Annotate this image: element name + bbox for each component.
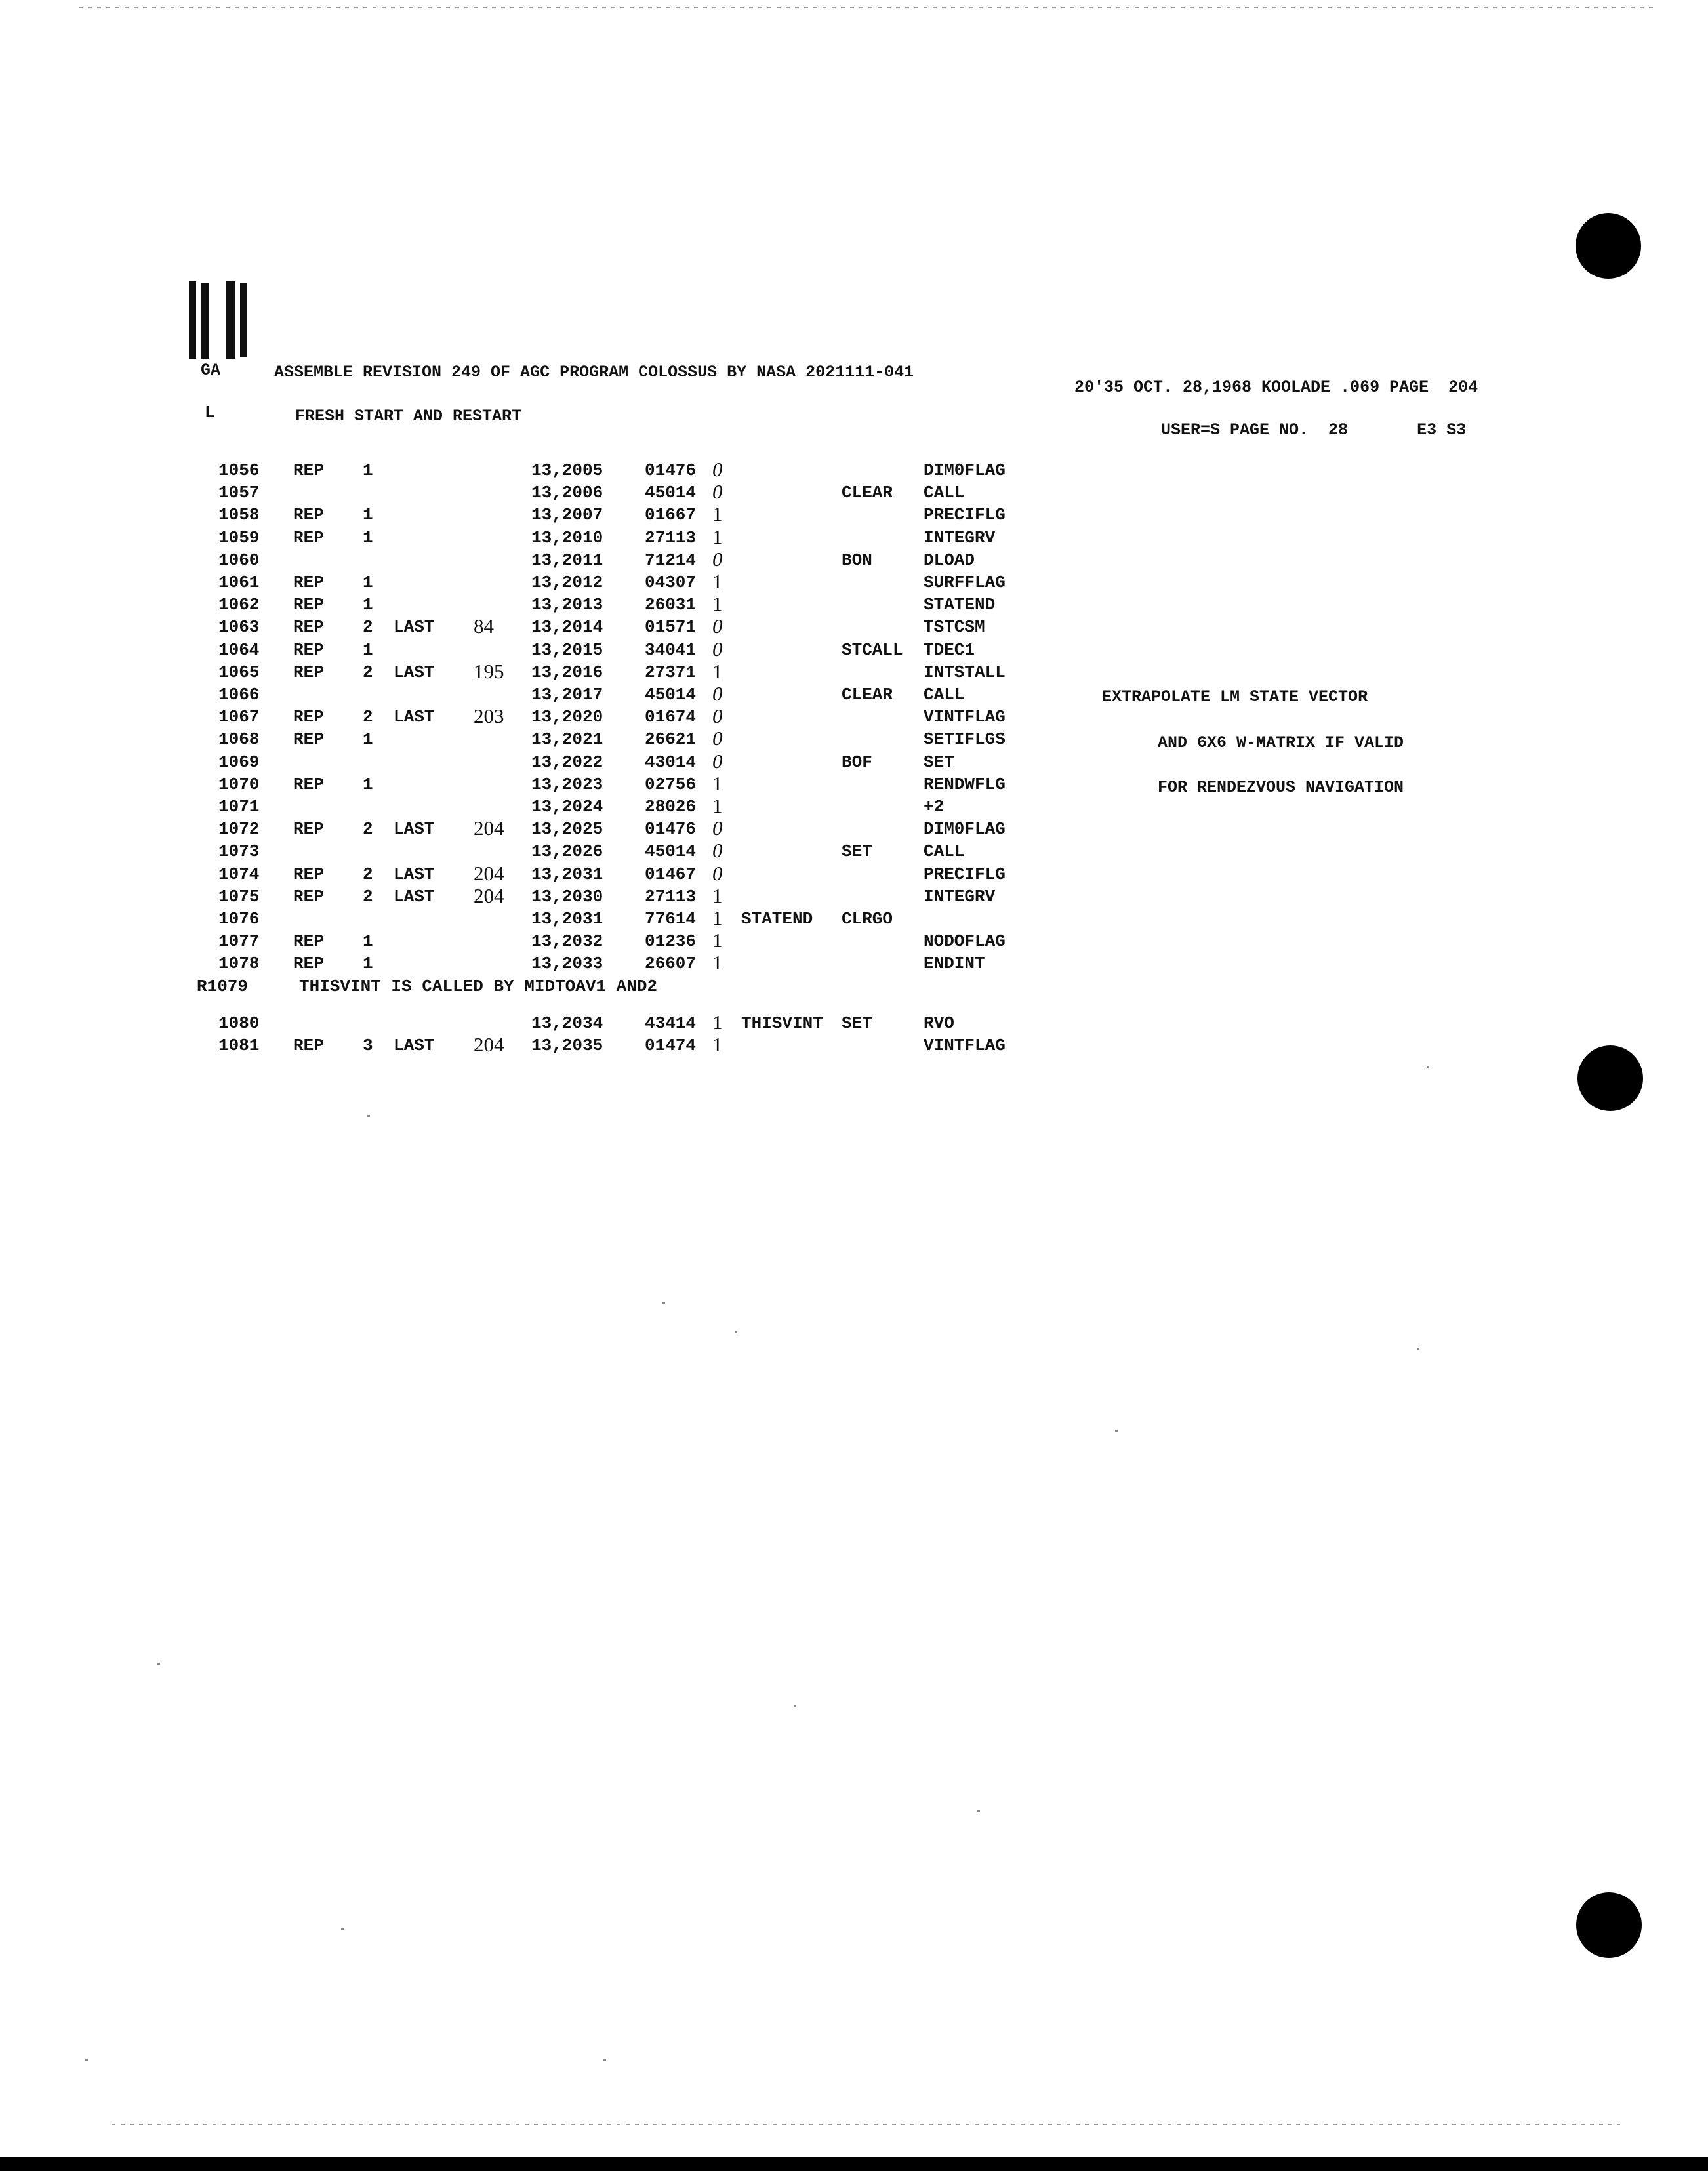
rep-marker: REP — [293, 729, 324, 749]
rep-count: 1 — [363, 931, 373, 951]
line-number: 1061 — [218, 573, 260, 592]
comment-line-2: AND 6X6 W-MATRIX IF VALID — [1158, 733, 1404, 752]
octal-word: 45014 — [645, 842, 697, 861]
rep-count: 2 — [363, 617, 373, 637]
listing-row — [0, 951, 1708, 976]
remark-line-number: R1079 — [197, 977, 249, 996]
rep-marker: REP — [293, 819, 324, 839]
rep-count: 1 — [363, 460, 373, 480]
address: 13,2026 — [531, 842, 603, 861]
rep-count: 2 — [363, 707, 373, 727]
last-marker: LAST — [394, 707, 435, 727]
address: 13,2030 — [531, 887, 603, 906]
header-margin-mark: GA — [201, 361, 221, 380]
parity: 0 — [712, 458, 723, 481]
opcode: BOF — [842, 752, 872, 772]
listing-row — [0, 550, 1708, 573]
line-number: 1067 — [218, 707, 260, 727]
rep-marker: REP — [293, 640, 324, 660]
rep-count: 1 — [363, 729, 373, 749]
line-number: 1075 — [218, 887, 260, 906]
address: 13,2034 — [531, 1013, 603, 1033]
operand: VINTFLAG — [924, 707, 1006, 727]
opcode: SET — [842, 1013, 872, 1033]
rep-marker: REP — [293, 775, 324, 794]
header-assembly-title: ASSEMBLE REVISION 249 OF AGC PROGRAM COLOSSUS BY NASA 2021111-041 — [274, 363, 914, 382]
octal-word: 27113 — [645, 887, 697, 906]
parity: 1 — [712, 772, 723, 795]
address: 13,2011 — [531, 550, 603, 570]
parity: 0 — [712, 862, 723, 885]
last-page: 195 — [474, 660, 504, 683]
octal-word: 02756 — [645, 775, 697, 794]
parity: 0 — [712, 615, 723, 638]
operand: SET — [924, 752, 954, 772]
octal-word: 01476 — [645, 460, 697, 480]
line-number: 1073 — [218, 842, 260, 861]
rep-count: 3 — [363, 1036, 373, 1055]
operand: INTSTALL — [924, 662, 1006, 682]
parity: 1 — [712, 884, 723, 907]
rep-count: 2 — [363, 819, 373, 839]
rep-count: 1 — [363, 640, 373, 660]
section-letter: L — [205, 403, 215, 422]
octal-word: 45014 — [645, 483, 697, 502]
address: 13,2021 — [531, 729, 603, 749]
parity: 1 — [712, 1033, 723, 1056]
octal-word: 28026 — [645, 797, 697, 817]
operand: +2 — [924, 797, 945, 817]
label: STATEND — [741, 909, 813, 929]
listing-row — [0, 772, 1708, 797]
rep-count: 1 — [363, 595, 373, 615]
octal-word: 01571 — [645, 617, 697, 637]
octal-word: 04307 — [645, 573, 697, 592]
parity: 0 — [712, 704, 723, 727]
header-timestamp: 20'35 OCT. 28,1968 KOOLADE .069 PAGE 204 — [1074, 378, 1478, 397]
parity: 0 — [712, 817, 723, 840]
rep-marker: REP — [293, 662, 324, 682]
parity: 1 — [712, 525, 723, 548]
address: 13,2025 — [531, 819, 603, 839]
address: 13,2032 — [531, 931, 603, 951]
operand: RVO — [924, 1013, 954, 1033]
listing-row — [0, 1033, 1708, 1058]
punch-hole-bottom — [1576, 1892, 1642, 1958]
listing-row — [0, 502, 1708, 527]
listing-row — [0, 819, 1708, 842]
listing-row — [0, 592, 1708, 617]
top-perforation — [79, 7, 1653, 8]
last-marker: LAST — [394, 1036, 435, 1055]
operand: CALL — [924, 685, 965, 704]
octal-word: 01474 — [645, 1036, 697, 1055]
opcode: SET — [842, 842, 872, 861]
users-page-number: USER=S PAGE NO. 28 E3 S3 — [1161, 420, 1467, 439]
octal-word: 27113 — [645, 528, 697, 548]
rep-count: 1 — [363, 505, 373, 525]
listing-row — [0, 794, 1708, 819]
rep-marker: REP — [293, 528, 324, 548]
address: 13,2035 — [531, 1036, 603, 1055]
last-marker: LAST — [394, 864, 435, 884]
octal-word: 27371 — [645, 662, 697, 682]
operand: TSTCSM — [924, 617, 985, 637]
line-number: 1074 — [218, 864, 260, 884]
listing-row — [0, 480, 1708, 505]
opcode: BON — [842, 550, 872, 570]
parity: 1 — [712, 951, 723, 974]
line-number: 1077 — [218, 931, 260, 951]
operand: NODOFLAG — [924, 931, 1006, 951]
listing-row — [0, 884, 1708, 909]
rep-count: 1 — [363, 528, 373, 548]
last-page: 204 — [474, 862, 504, 885]
operand: CALL — [924, 483, 965, 502]
address: 13,2020 — [531, 707, 603, 727]
last-marker: LAST — [394, 662, 435, 682]
label: THISVINT — [741, 1013, 823, 1033]
parity: 0 — [712, 750, 723, 773]
rep-marker: REP — [293, 505, 324, 525]
line-number: 1076 — [218, 909, 260, 929]
parity: 0 — [712, 480, 723, 503]
rep-count: 1 — [363, 573, 373, 592]
address: 13,2024 — [531, 797, 603, 817]
octal-word: 34041 — [645, 640, 697, 660]
rep-marker: REP — [293, 887, 324, 906]
line-number: 1059 — [218, 528, 260, 548]
parity: 1 — [712, 660, 723, 683]
octal-word: 43014 — [645, 752, 697, 772]
octal-word: 01674 — [645, 707, 697, 727]
operand: CALL — [924, 842, 965, 861]
octal-word: 01667 — [645, 505, 697, 525]
listing-row — [0, 460, 1708, 483]
rep-marker: REP — [293, 864, 324, 884]
last-page: 204 — [474, 1033, 504, 1056]
address: 13,2016 — [531, 662, 603, 682]
parity: 1 — [712, 570, 723, 593]
operand: SURFFLAG — [924, 573, 1006, 592]
parity: 1 — [712, 929, 723, 952]
section-title: FRESH START AND RESTART — [295, 407, 522, 426]
address: 13,2014 — [531, 617, 603, 637]
last-page: 204 — [474, 884, 504, 907]
line-number: 1069 — [218, 752, 260, 772]
octal-word: 45014 — [645, 685, 697, 704]
rep-count: 2 — [363, 887, 373, 906]
rep-marker: REP — [293, 707, 324, 727]
listing-row — [0, 729, 1708, 752]
last-marker: LAST — [394, 617, 435, 637]
operand: VINTFLAG — [924, 1036, 1006, 1055]
address: 13,2012 — [531, 573, 603, 592]
listing-row — [0, 906, 1708, 931]
last-marker: LAST — [394, 887, 435, 906]
opcode: CLEAR — [842, 685, 893, 704]
opcode: CLEAR — [842, 483, 893, 502]
last-page: 204 — [474, 817, 504, 840]
listing-row — [0, 617, 1708, 639]
remark-row — [0, 977, 1708, 999]
octal-word: 01476 — [645, 819, 697, 839]
last-page: 84 — [474, 615, 494, 638]
octal-word: 26607 — [645, 954, 697, 973]
last-page: 203 — [474, 704, 504, 727]
line-number: 1065 — [218, 662, 260, 682]
listing-row — [0, 525, 1708, 550]
parity: 1 — [712, 1011, 723, 1034]
punch-hole-top — [1576, 213, 1641, 279]
address: 13,2031 — [531, 909, 603, 929]
address: 13,2005 — [531, 460, 603, 480]
listing-row — [0, 839, 1708, 864]
rep-marker: REP — [293, 460, 324, 480]
address: 13,2017 — [531, 685, 603, 704]
octal-word: 77614 — [645, 909, 697, 929]
line-number: 1066 — [218, 685, 260, 704]
address: 13,2033 — [531, 954, 603, 973]
line-number: 1070 — [218, 775, 260, 794]
rep-count: 1 — [363, 954, 373, 973]
listing-row — [0, 752, 1708, 775]
listing-row — [0, 640, 1708, 662]
line-number: 1078 — [218, 954, 260, 973]
listing-row — [0, 704, 1708, 729]
address: 13,2022 — [531, 752, 603, 772]
operand: INTEGRV — [924, 528, 996, 548]
line-number: 1062 — [218, 595, 260, 615]
rep-marker: REP — [293, 595, 324, 615]
parity: 0 — [712, 839, 723, 862]
line-number: 1063 — [218, 617, 260, 637]
operand: TDEC1 — [924, 640, 975, 660]
parity: 1 — [712, 592, 723, 615]
operand: RENDWFLG — [924, 775, 1006, 794]
rep-marker: REP — [293, 1036, 324, 1055]
rep-count: 2 — [363, 662, 373, 682]
rep-marker: REP — [293, 954, 324, 973]
line-number: 1056 — [218, 460, 260, 480]
listing-row — [0, 931, 1708, 954]
address: 13,2006 — [531, 483, 603, 502]
octal-word: 01236 — [645, 931, 697, 951]
line-number: 1068 — [218, 729, 260, 749]
parity: 0 — [712, 682, 723, 705]
operand: PRECIFLG — [924, 505, 1006, 525]
operand: DLOAD — [924, 550, 975, 570]
listing-row — [0, 662, 1708, 685]
opcode: CLRGO — [842, 909, 893, 929]
listing-row — [0, 864, 1708, 887]
opcode: STCALL — [842, 640, 903, 660]
parity: 1 — [712, 502, 723, 525]
operand: DIM0FLAG — [924, 460, 1006, 480]
line-number: 1081 — [218, 1036, 260, 1055]
line-number: 1064 — [218, 640, 260, 660]
line-number: 1058 — [218, 505, 260, 525]
address: 13,2015 — [531, 640, 603, 660]
octal-word: 43414 — [645, 1013, 697, 1033]
operand: DIM0FLAG — [924, 819, 1006, 839]
bottom-perforation — [112, 2124, 1620, 2125]
parity: 0 — [712, 727, 723, 750]
parity: 0 — [712, 638, 723, 660]
line-number: 1057 — [218, 483, 260, 502]
octal-word: 71214 — [645, 550, 697, 570]
line-number: 1071 — [218, 797, 260, 817]
address: 13,2010 — [531, 528, 603, 548]
operand: STATEND — [924, 595, 996, 615]
rep-count: 2 — [363, 864, 373, 884]
octal-word: 26031 — [645, 595, 697, 615]
line-number: 1080 — [218, 1013, 260, 1033]
operand: SETIFLGS — [924, 729, 1006, 749]
octal-word: 01467 — [645, 864, 697, 884]
octal-word: 26621 — [645, 729, 697, 749]
address: 13,2007 — [531, 505, 603, 525]
listing-row — [0, 682, 1708, 707]
rep-marker: REP — [293, 617, 324, 637]
parity: 1 — [712, 906, 723, 929]
listing-row — [0, 570, 1708, 595]
line-number: 1072 — [218, 819, 260, 839]
rep-marker: REP — [293, 931, 324, 951]
last-marker: LAST — [394, 819, 435, 839]
rep-marker: REP — [293, 573, 324, 592]
operand: INTEGRV — [924, 887, 996, 906]
operand: PRECIFLG — [924, 864, 1006, 884]
parity: 0 — [712, 548, 723, 571]
remark-text: THISVINT IS CALLED BY MIDTOAV1 AND2 — [299, 977, 658, 996]
address: 13,2013 — [531, 595, 603, 615]
line-number: 1060 — [218, 550, 260, 570]
operand: ENDINT — [924, 954, 985, 973]
comment-line-1: EXTRAPOLATE LM STATE VECTOR — [1102, 687, 1368, 706]
rep-count: 1 — [363, 775, 373, 794]
address: 13,2023 — [531, 775, 603, 794]
address: 13,2031 — [531, 864, 603, 884]
parity: 1 — [712, 794, 723, 817]
comment-line-3: FOR RENDEZVOUS NAVIGATION — [1158, 778, 1404, 797]
listing-row — [0, 1013, 1708, 1036]
